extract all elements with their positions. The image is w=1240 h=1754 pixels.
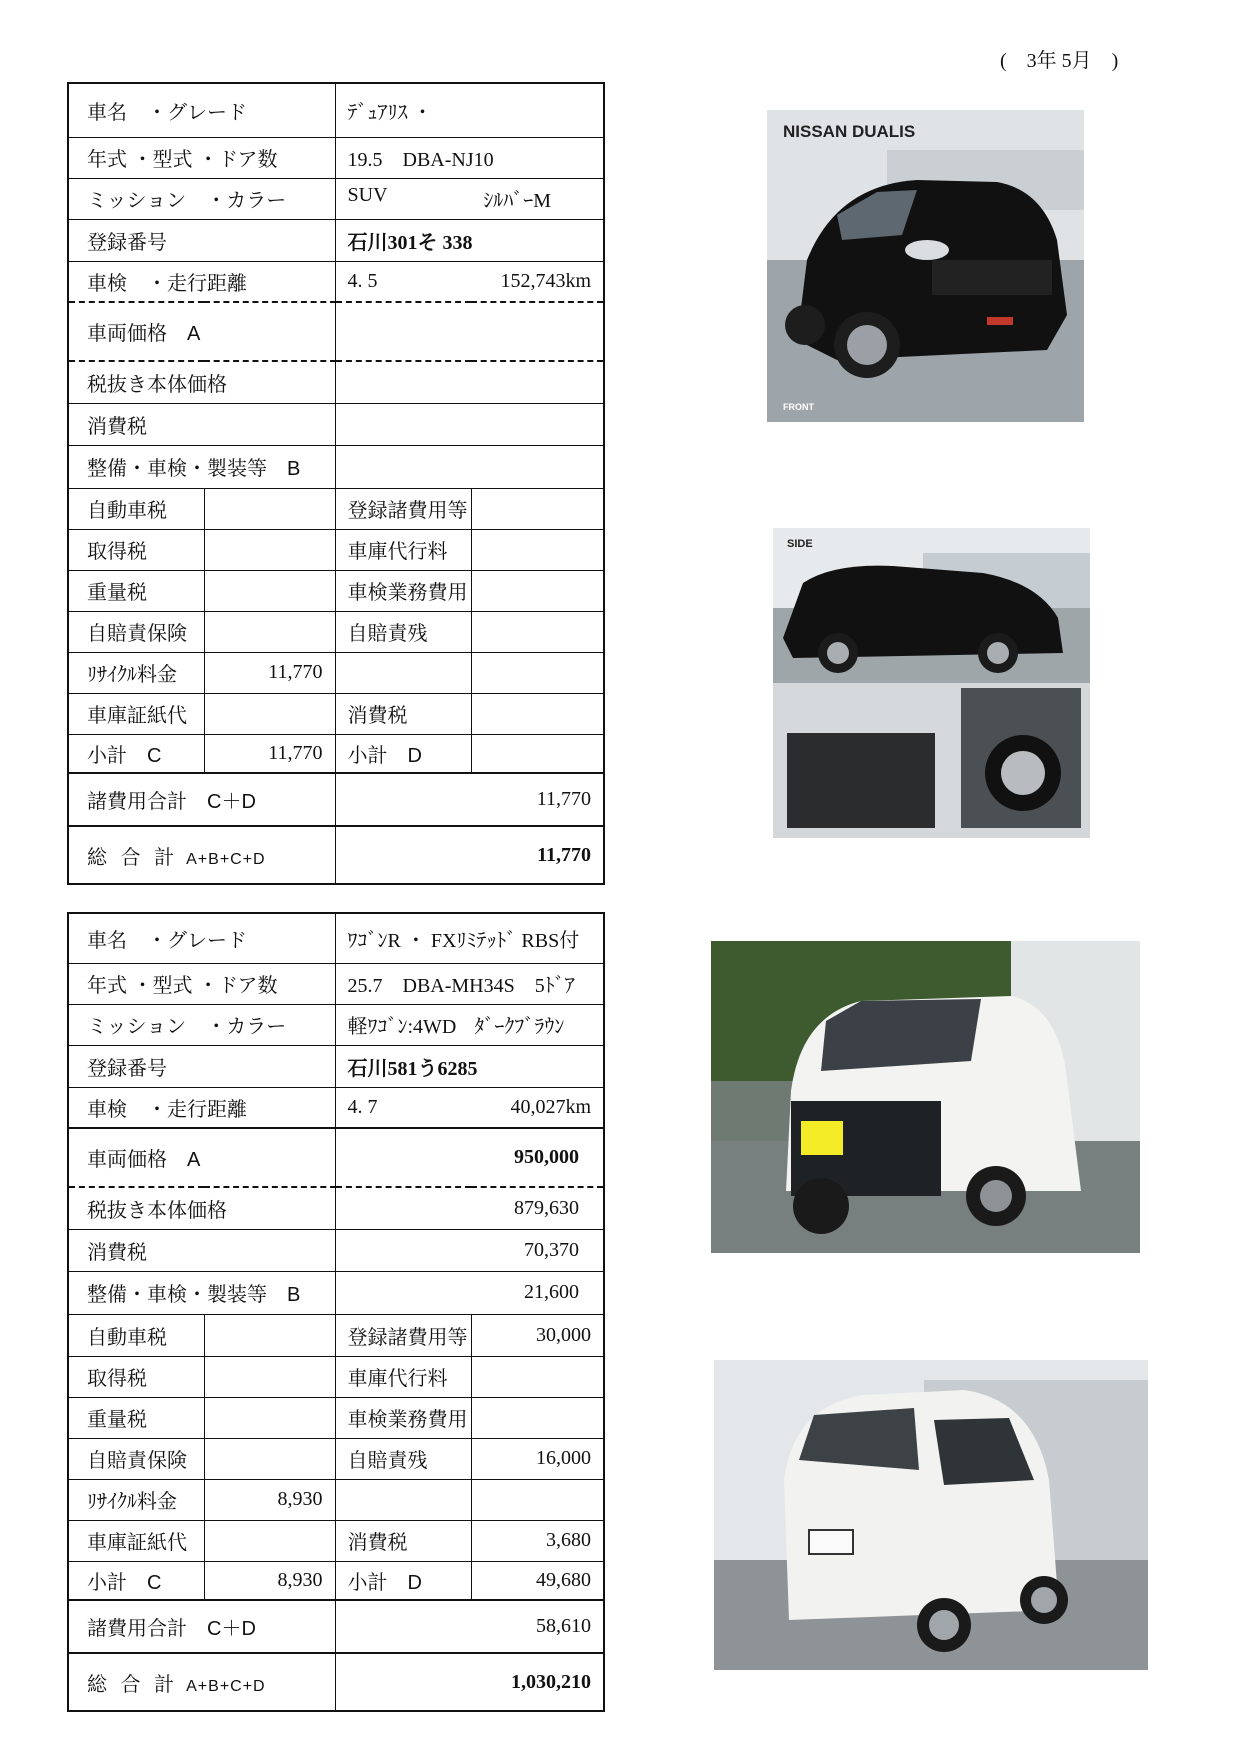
price-a-label: 車両価格 A	[68, 1128, 335, 1187]
fee-value	[471, 1397, 604, 1438]
subtotal-d-label: 小計 D	[335, 734, 471, 773]
fee-label: 車検業務費用	[335, 570, 471, 611]
fee-label: 消費税	[335, 693, 471, 734]
fee-label: ﾘｻｲｸﾙ料金	[68, 1479, 204, 1520]
fee-label: 自賠責残	[335, 611, 471, 652]
subtotal-d-value: 49,680	[471, 1561, 604, 1600]
fee-value	[204, 611, 335, 652]
dualis-front-photo	[767, 110, 1084, 422]
mileage: 152,743km	[500, 269, 591, 292]
mileage: 40,027km	[510, 1095, 591, 1118]
body-price-label: 税抜き本体価格	[68, 1187, 335, 1229]
subtotal-d-label: 小計 D	[335, 1561, 471, 1600]
name-value: ﾜｺﾞﾝR ・ FXﾘﾐﾃｯﾄﾞ RBS付	[335, 913, 604, 963]
subtotal-c-label: 小計 C	[68, 734, 204, 773]
inspect-value	[335, 1087, 604, 1128]
fee-value	[204, 1397, 335, 1438]
front-tag: FRONT	[783, 402, 814, 412]
fee-value	[471, 693, 604, 734]
side-tag: SIDE	[787, 538, 813, 550]
mission-label: ミッション ・カラー	[68, 1004, 335, 1045]
fee-value: 30,000	[471, 1314, 604, 1356]
fee-total-label: 諸費用合計 C＋D	[68, 773, 335, 826]
wagonr-front-photo	[711, 941, 1140, 1253]
fee-value	[204, 1314, 335, 1356]
inspect-date: 4. 7	[347, 1095, 378, 1118]
fee-label: 自賠責保険	[68, 611, 204, 652]
fee-label: ﾘｻｲｸﾙ料金	[68, 652, 204, 693]
maint-label: 整備・車検・製装等 B	[68, 1271, 335, 1314]
maint-value: 21,600	[335, 1271, 604, 1314]
fee-value	[204, 1520, 335, 1561]
price-a-value	[335, 302, 604, 361]
fee-label: 車庫代行料	[335, 529, 471, 570]
maint-value	[335, 445, 604, 488]
grand-total-label	[68, 1653, 335, 1711]
inspect-date: 4. 5	[347, 269, 378, 292]
body-price-value: 879,630	[335, 1187, 604, 1229]
inspect-value	[335, 261, 604, 302]
mission-label: ミッション ・カラー	[68, 178, 335, 219]
year-value: 25.7 DBA-MH34S 5ﾄﾞｱ	[335, 963, 604, 1004]
grand-total-value: 11,770	[335, 826, 604, 884]
mission-value	[335, 1004, 604, 1045]
name-value: ﾃﾞｭｱﾘｽ ・	[335, 83, 604, 137]
price-a-label: 車両価格 A	[68, 302, 335, 361]
reg-value: 石川581う6285	[335, 1045, 604, 1087]
fee-total-value: 11,770	[335, 773, 604, 826]
tax-label: 消費税	[68, 403, 335, 445]
body-price-value	[335, 361, 604, 403]
fee-label: 取得税	[68, 529, 204, 570]
fee-value	[471, 529, 604, 570]
name-label: 車名 ・グレード	[68, 83, 335, 137]
tax-value: 70,370	[335, 1229, 604, 1271]
body-price-label: 税抜き本体価格	[68, 361, 335, 403]
reg-label: 登録番号	[68, 219, 335, 261]
fee-label: 登録諸費用等	[335, 1314, 471, 1356]
subtotal-c-label: 小計 C	[68, 1561, 204, 1600]
year-label: 年式 ・型式 ・ドア数	[68, 963, 335, 1004]
dualis-caption: NISSAN DUALIS	[783, 122, 916, 141]
color-value: ｼﾙﾊﾞｰM	[483, 190, 551, 212]
price-a-value: 950,000	[335, 1128, 604, 1187]
fee-label: 重量税	[68, 1397, 204, 1438]
fee-total-label: 諸費用合計 C＋D	[68, 1600, 335, 1653]
fee-label: 自動車税	[68, 488, 204, 529]
mission-type: SUV	[347, 184, 388, 206]
fee-value	[471, 1356, 604, 1397]
fee-value	[471, 611, 604, 652]
fee-label: 自動車税	[68, 1314, 204, 1356]
reg-label: 登録番号	[68, 1045, 335, 1087]
document-date: ( 3年 5月 )	[1000, 50, 1119, 72]
dualis-side-photo	[773, 528, 1090, 838]
grand-label: 総 合 計	[87, 846, 179, 869]
year-value: 19.5 DBA-NJ10	[335, 137, 604, 178]
fee-value: 8,930	[204, 1479, 335, 1520]
fee-label	[335, 1479, 471, 1520]
fee-label: 車庫証紙代	[68, 693, 204, 734]
vehicle-1-sheet	[67, 82, 605, 885]
inspect-label: 車検 ・走行距離	[68, 261, 335, 302]
wagonr-rear-photo	[714, 1360, 1148, 1670]
tax-value	[335, 403, 604, 445]
grand-sub: A+B+C+D	[186, 1677, 266, 1695]
subtotal-c-value: 8,930	[204, 1561, 335, 1600]
grand-label: 総 合 計	[87, 1673, 179, 1696]
fee-label: 車庫証紙代	[68, 1520, 204, 1561]
fee-value	[204, 1356, 335, 1397]
fee-label: 車検業務費用	[335, 1397, 471, 1438]
year-label: 年式 ・型式 ・ドア数	[68, 137, 335, 178]
reg-value: 石川301そ 338	[335, 219, 604, 261]
fee-value: 3,680	[471, 1520, 604, 1561]
fee-value	[204, 693, 335, 734]
fee-value	[204, 570, 335, 611]
inspect-label: 車検 ・走行距離	[68, 1087, 335, 1128]
fee-label: 重量税	[68, 570, 204, 611]
fee-label: 登録諸費用等	[335, 488, 471, 529]
subtotal-d-value	[471, 734, 604, 773]
grand-sub: A+B+C+D	[186, 850, 266, 868]
fee-value: 16,000	[471, 1438, 604, 1479]
fee-value	[471, 488, 604, 529]
color-value: ﾀﾞｰｸﾌﾞﾗｳﾝ	[474, 1016, 565, 1038]
fee-value	[204, 529, 335, 570]
fee-label	[335, 652, 471, 693]
grand-total-label	[68, 826, 335, 884]
fee-label: 自賠責保険	[68, 1438, 204, 1479]
maint-label: 整備・車検・製装等 B	[68, 445, 335, 488]
mission-value	[335, 178, 604, 219]
fee-value	[471, 570, 604, 611]
fee-value: 11,770	[204, 652, 335, 693]
fee-value	[471, 1479, 604, 1520]
fee-label: 自賠責残	[335, 1438, 471, 1479]
fee-label: 取得税	[68, 1356, 204, 1397]
grand-total-value: 1,030,210	[335, 1653, 604, 1711]
mission-type: 軽ﾜｺﾞﾝ:4WD	[347, 1016, 457, 1038]
fee-total-value: 58,610	[335, 1600, 604, 1653]
tax-label: 消費税	[68, 1229, 335, 1271]
fee-value	[471, 652, 604, 693]
name-label: 車名 ・グレード	[68, 913, 335, 963]
fee-label: 車庫代行料	[335, 1356, 471, 1397]
fee-label: 消費税	[335, 1520, 471, 1561]
vehicle-2-sheet	[67, 912, 605, 1712]
fee-value	[204, 488, 335, 529]
fee-value	[204, 1438, 335, 1479]
subtotal-c-value: 11,770	[204, 734, 335, 773]
